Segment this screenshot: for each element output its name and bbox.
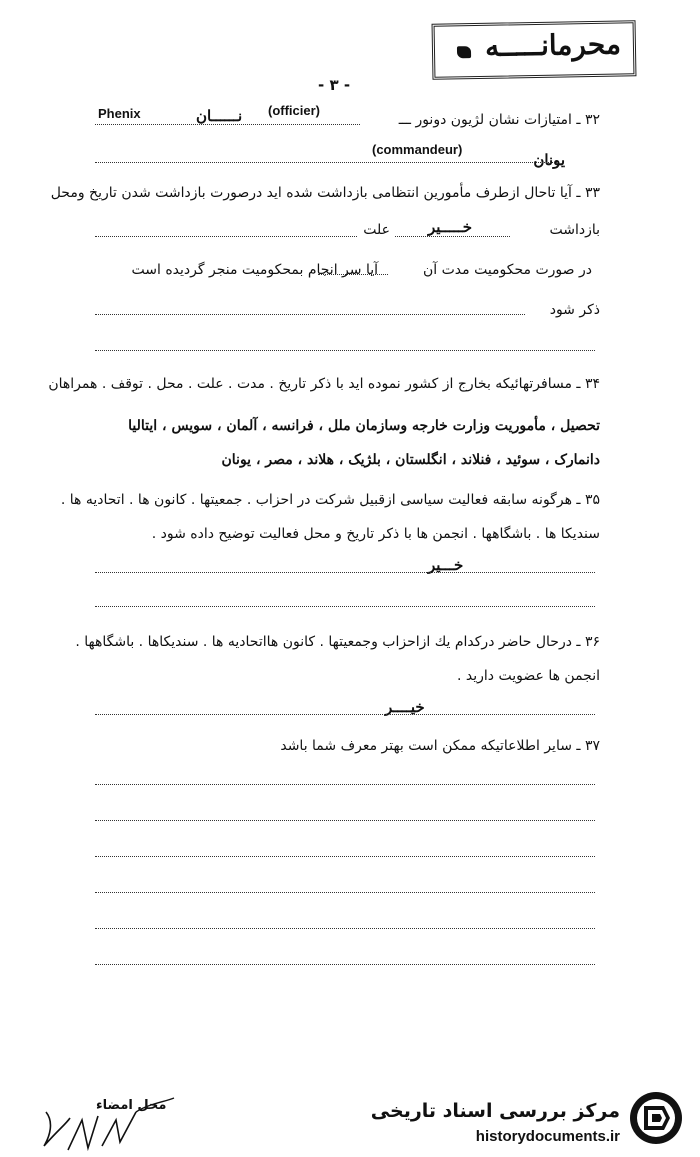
q32-answer-2: یونان bbox=[533, 151, 565, 169]
q32-answer-1: نــــــان bbox=[196, 107, 243, 125]
q33-label-bazdasht: بازداشت bbox=[549, 222, 600, 238]
q37-line1: ۳۷ ـ سایر اطلاعاتیکه ممکن است بهتر معرف شما باشد bbox=[280, 738, 600, 754]
q36-line1: ۳۶ ـ درحال حاضر درکدام یك ازاحزاب وجمعیتها . کانون هااتحادیه ها . سندیکاها . باشگاهها . bbox=[75, 634, 600, 650]
page-number: - ۳ - bbox=[318, 76, 351, 94]
q36-answer: خیــــر bbox=[385, 698, 425, 716]
q33-line4: ذکر شود bbox=[549, 302, 600, 318]
q33-line3: آیا سر انجام بمحکومیت منجر گردیده است bbox=[131, 262, 378, 278]
q33-answer: خـــــیر bbox=[428, 218, 473, 236]
stamp-mark-icon bbox=[457, 46, 471, 58]
q33-line1: ۳۳ ـ آیا تاحال ازطرف مأمورین انتظامی بازداشت شده اید درصورت بازداشت شدن تاریخ ومحل bbox=[50, 185, 600, 201]
watermark-url: historydocuments.ir bbox=[475, 1128, 620, 1145]
q35-answer: خـــیر bbox=[428, 556, 464, 574]
q34-answer-1: تحصیل ، مأموریت وزارت خارجه وسازمان ملل ، فرانسه ، آلمان ، سویس ، ایتالیا bbox=[128, 418, 600, 434]
q33-line3b: در صورت محکومیت مدت آن bbox=[422, 262, 592, 278]
q34-answer-2: دانمارک ، سوئید ، فنلاند ، انگلستان ، بلژیک ، هلاند ، مصر ، یونان bbox=[221, 452, 600, 468]
q33-label-ellat: علت bbox=[363, 222, 390, 238]
q34-line1: ۳۴ ـ مسافرتهائیکه بخارج از کشور نموده اید با ذکر تاریخ . مدت . علت . محل . توقف . همراهان bbox=[48, 376, 600, 392]
q35-line2: سندیکا ها . باشگاهها . انجمن ها با ذکر تاریخ و محل فعالیت توضیح داده شود . bbox=[151, 526, 600, 542]
q35-line1: ۳۵ ـ هرگونه سابقه فعالیت سیاسی ازقبیل شرکت در احزاب . جمعیتها . کانون ها . اتحادیه ها . bbox=[60, 492, 600, 508]
stamp-label: محرمانـــــه bbox=[484, 27, 622, 63]
q32-latin-officier: (officier) bbox=[268, 103, 320, 118]
handwritten-signature bbox=[40, 1090, 180, 1152]
watermark-title: مرکز بررسی اسناد تاریخی bbox=[370, 1100, 620, 1122]
confidential-stamp bbox=[432, 20, 637, 80]
q32-latin-commandeur: (commandeur) bbox=[372, 142, 463, 157]
signature-label: محل امضاء bbox=[96, 1098, 167, 1113]
q32-latin-phenix: Phenix bbox=[98, 106, 141, 121]
archive-logo-icon bbox=[626, 1088, 686, 1148]
q32-text: ۳۲ ـ امتیازات نشان لژیون دونور ـــ bbox=[398, 112, 600, 128]
q36-line2: انجمن ها عضویت دارید . bbox=[457, 668, 600, 684]
